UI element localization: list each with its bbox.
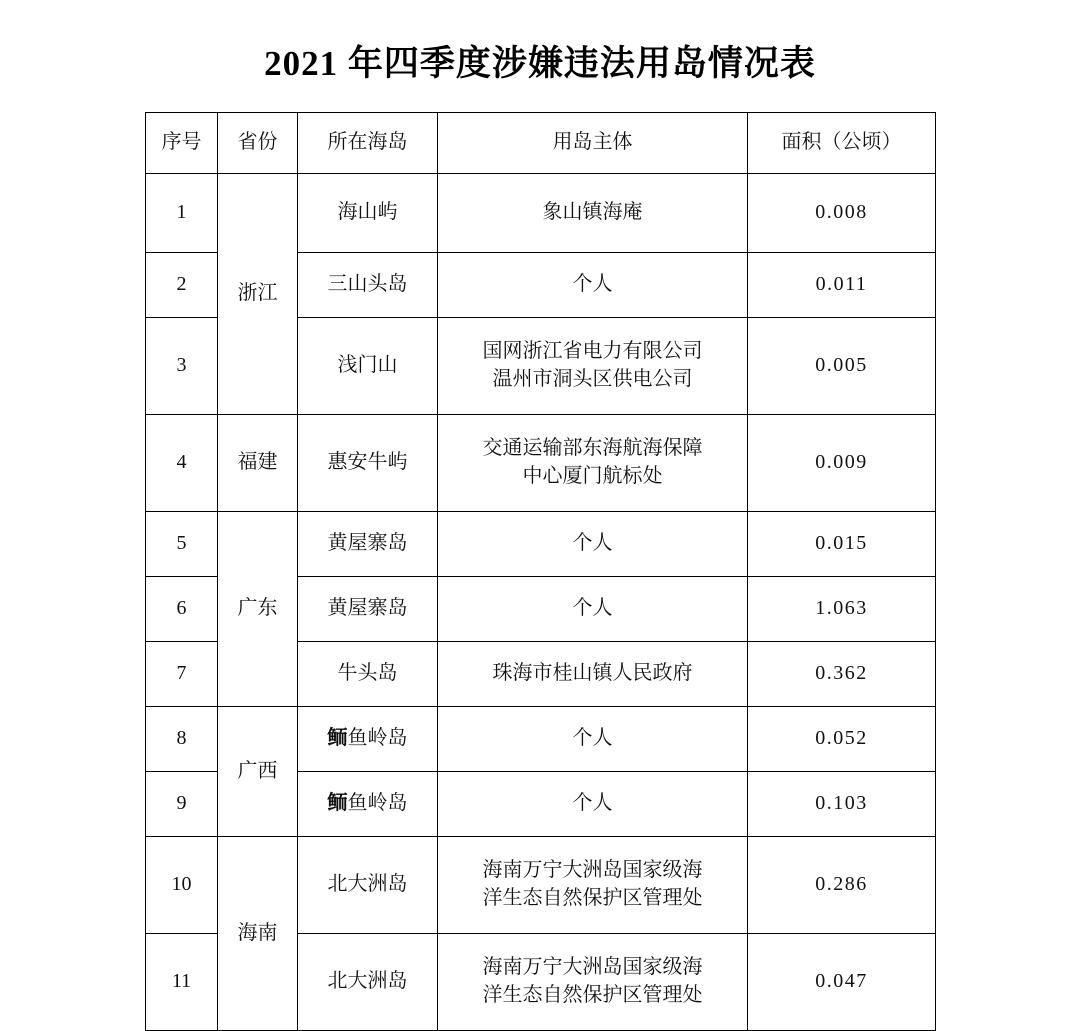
cell-entity (438, 707, 748, 772)
cell-index: 2 (146, 253, 218, 318)
cell-area: 1.063 (748, 577, 936, 642)
cell-entity (438, 934, 748, 1031)
cell-island: 海山屿 (298, 174, 438, 253)
cell-entity-line: 海南万宁大洲岛国家级海 (482, 859, 703, 882)
cell-entity (438, 318, 748, 415)
cell-entity (438, 772, 748, 837)
column-header-province: 省份 (218, 113, 298, 174)
table-row (146, 174, 936, 253)
cell-entity (438, 415, 748, 512)
column-header-entity: 用岛主体 (438, 113, 748, 174)
cell-island: 黄屋寨岛 (298, 512, 438, 577)
page-title: 2021 年四季度涉嫌违法用岛情况表 (264, 44, 816, 83)
cell-entity-line: 个人 (572, 597, 613, 620)
cell-entity-line: 个人 (572, 273, 613, 296)
cell-index: 8 (146, 707, 218, 772)
cell-area: 0.362 (748, 642, 936, 707)
cell-entity-line: 象山镇海庵 (542, 201, 643, 224)
cell-entity-line: 洋生态自然保护区管理处 (482, 984, 703, 1006)
cell-index: 1 (146, 174, 218, 253)
cell-entity-line: 中心厦门航标处 (522, 465, 663, 487)
cell-entity-line: 海南万宁大洲岛国家级海 (482, 956, 703, 979)
cell-entity-line: 个人 (572, 727, 613, 750)
cell-area: 0.286 (748, 837, 936, 934)
island-name-emphasis: 鲕 (327, 727, 348, 750)
cell-island: 惠安牛屿 (298, 415, 438, 512)
cell-area: 0.011 (748, 253, 936, 318)
cell-island: 浅门山 (298, 318, 438, 415)
cell-index: 6 (146, 577, 218, 642)
cell-island: 北大洲岛 (298, 934, 438, 1031)
cell-province: 海南 (218, 837, 298, 1031)
cell-province: 广东 (218, 512, 298, 707)
cell-entity-line: 个人 (572, 792, 613, 815)
cell-area: 0.009 (748, 415, 936, 512)
cell-entity (438, 253, 748, 318)
cell-index: 4 (146, 415, 218, 512)
cell-entity (438, 837, 748, 934)
table-row (146, 837, 936, 934)
cell-entity (438, 174, 748, 253)
cell-entity (438, 512, 748, 577)
cell-area: 0.052 (748, 707, 936, 772)
cell-entity-line: 个人 (572, 532, 613, 555)
island-name-emphasis: 鲕 (327, 792, 348, 815)
cell-island: 北大洲岛 (298, 837, 438, 934)
table-row (146, 512, 936, 577)
column-header-island: 所在海岛 (298, 113, 438, 174)
cell-area: 0.103 (748, 772, 936, 837)
cell-area: 0.015 (748, 512, 936, 577)
cell-island: 牛头岛 (298, 642, 438, 707)
cell-index: 5 (146, 512, 218, 577)
cell-index: 3 (146, 318, 218, 415)
cell-island: 鲕鱼岭岛 (298, 707, 438, 772)
column-header-index: 序号 (146, 113, 218, 174)
cell-entity (438, 577, 748, 642)
table-body (146, 174, 936, 1031)
cell-area: 0.005 (748, 318, 936, 415)
table-row (146, 707, 936, 772)
illegal-island-use-table (145, 112, 936, 1031)
cell-index: 10 (146, 837, 218, 934)
column-header-area: 面积（公顷） (748, 113, 936, 174)
cell-entity-line: 洋生态自然保护区管理处 (482, 887, 703, 909)
cell-index: 11 (146, 934, 218, 1031)
table-header-row (146, 113, 936, 174)
cell-province: 广西 (218, 707, 298, 837)
table-container (145, 112, 935, 1031)
cell-island: 三山头岛 (298, 253, 438, 318)
cell-entity-line: 国网浙江省电力有限公司 (482, 340, 703, 363)
cell-index: 7 (146, 642, 218, 707)
cell-island: 黄屋寨岛 (298, 577, 438, 642)
table-header (146, 113, 936, 174)
cell-area: 0.008 (748, 174, 936, 253)
cell-island: 鲕鱼岭岛 (298, 772, 438, 837)
cell-province: 浙江 (218, 174, 298, 415)
cell-area: 0.047 (748, 934, 936, 1031)
cell-entity-line: 珠海市桂山镇人民政府 (492, 662, 693, 685)
cell-index: 9 (146, 772, 218, 837)
cell-entity (438, 642, 748, 707)
table-row (146, 415, 936, 512)
cell-entity-line: 温州市洞头区供电公司 (492, 368, 693, 390)
cell-entity-line: 交通运输部东海航海保障 (482, 437, 703, 460)
cell-province: 福建 (218, 415, 298, 512)
